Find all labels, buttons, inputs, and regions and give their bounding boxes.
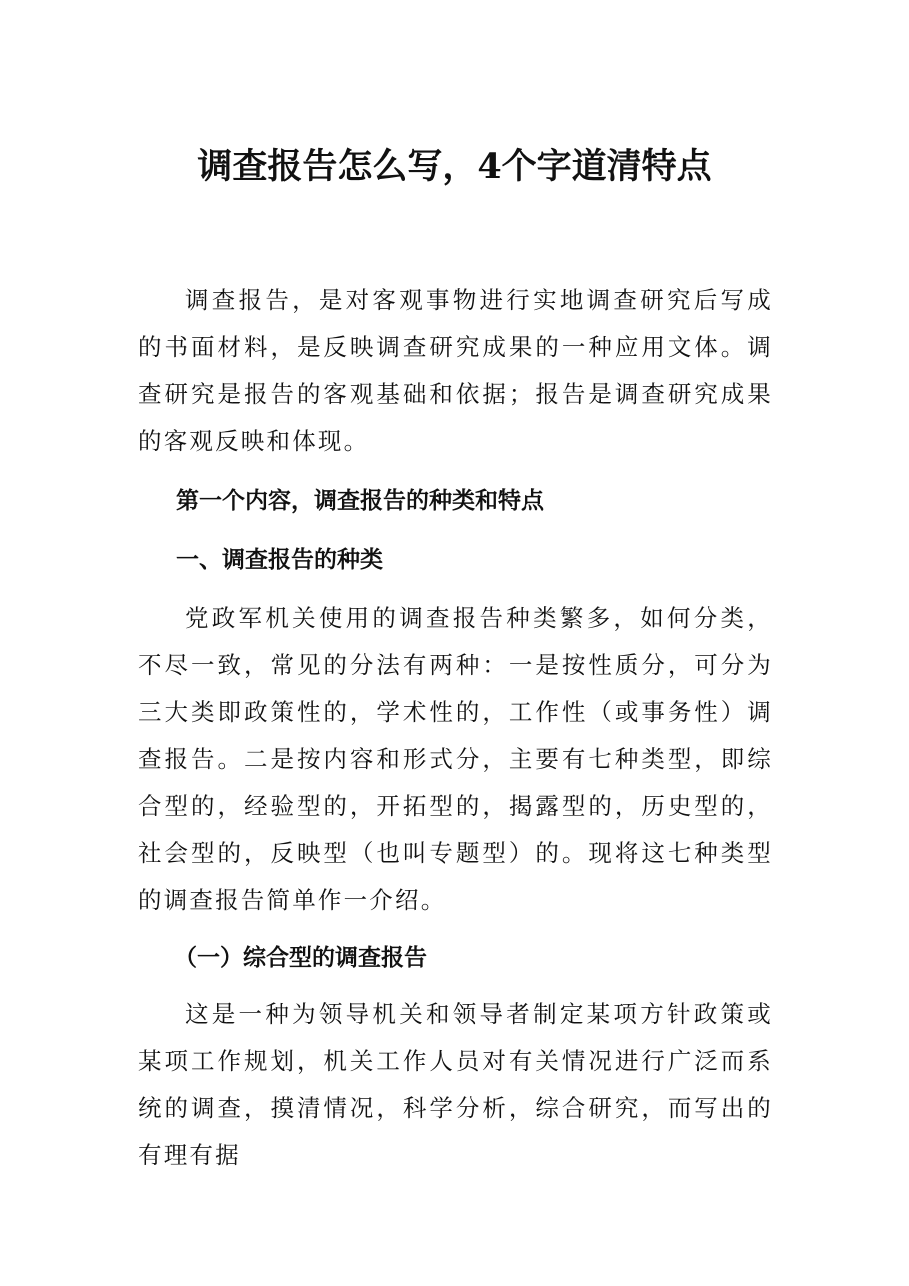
item-paragraph: 这是一种为领导机关和领导者制定某项方针政策或某项工作规划，机关工作人员对有关情况进行广泛而系统的调查，摸清情况，科学分析，综合研究，而写出的有理有据 — [138, 1000, 773, 1169]
document-title: 调查报告怎么写，4个字道清特点 — [197, 146, 712, 187]
subsection-heading: 一、调查报告的种类 — [176, 546, 383, 573]
section-heading: 第一个内容，调查报告的种类和特点 — [176, 487, 544, 514]
types-paragraph: 党政军机关使用的调查报告种类繁多，如何分类，不尽一致，常见的分法有两种：一是按性质分，可分为三大类即政策性的，学术性的，工作性（或事务性）调查报告。二是按内容和形式分，主要有七种类型，即综合型的，经验型的，开拓型的，揭露型的，历史型的，社会型的，反映型（也叫专题型）的。现将这七种类型的调查报告简单作一介绍。 — [138, 604, 773, 914]
document-body — [138, 277, 773, 1179]
item-heading: （一）综合型的调查报告 — [174, 944, 427, 971]
intro-paragraph: 调查报告，是对客观事物进行实地调查研究后写成的书面材料，是反映调查研究成果的一种应用文体。调查研究是报告的客观基础和依据；报告是调查研究成果的客观反映和体现。 — [138, 286, 773, 455]
